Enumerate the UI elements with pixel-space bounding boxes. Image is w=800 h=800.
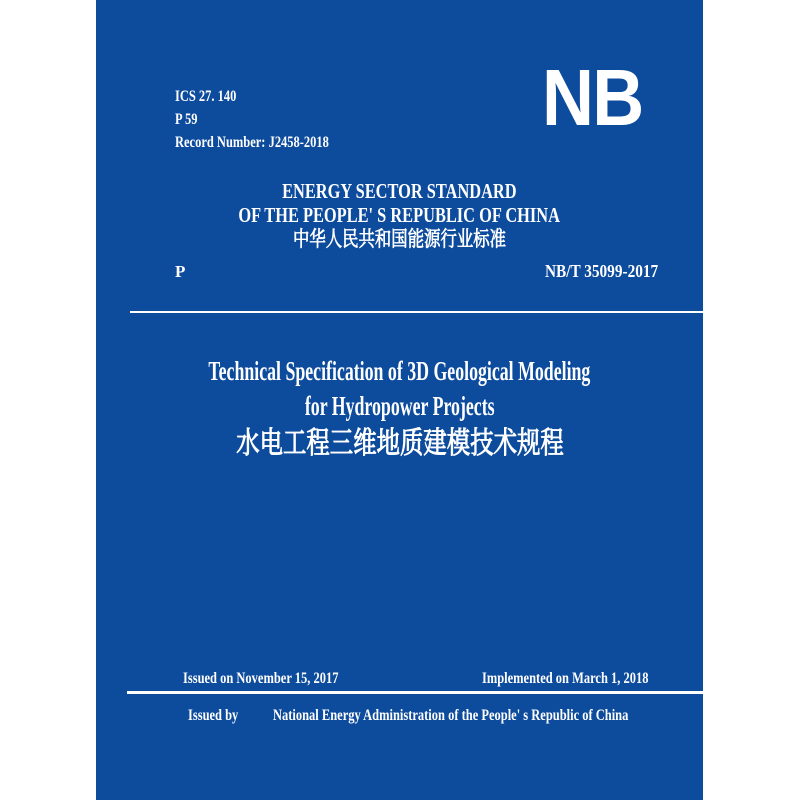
issued-by-label: Issued by: [188, 707, 239, 724]
title-block: [96, 354, 703, 464]
title-english-line2: for Hydropower Projects: [304, 391, 495, 421]
top-divider: [130, 311, 703, 313]
implemented-on-date: Implemented on March 1, 2018: [481, 670, 648, 687]
standard-header-chinese: 中华人民共和国能源行业标准: [293, 228, 506, 251]
doc-number: NB/T 35099-2017: [544, 261, 658, 281]
issued-by-row: [188, 707, 729, 725]
standard-header-line1: ENERGY SECTOR STANDARD: [282, 179, 517, 203]
standard-cover: [96, 0, 703, 800]
title-chinese: 水电工程三维地质建模技术规程: [235, 427, 564, 460]
record-number: Record Number: J2458-2018: [175, 134, 329, 151]
classification-block: [175, 85, 372, 154]
issued-by-value: National Energy Administration of the People' s Republic of China: [273, 707, 629, 724]
standard-header: [96, 179, 703, 252]
issued-on-date: Issued on November 15, 2017: [183, 670, 339, 687]
dates-row: [183, 670, 648, 688]
ics-code: ICS 27. 140: [175, 88, 237, 105]
standard-header-line2: OF THE PEOPLE' S REPUBLIC OF CHINA: [238, 203, 561, 227]
doc-class: P: [175, 262, 186, 281]
nb-logo: NB: [542, 53, 643, 142]
class-code: P 59: [175, 111, 198, 128]
title-english-line1: Technical Specification of 3D Geological Modeling: [208, 356, 591, 386]
doc-identity-row: [175, 261, 658, 282]
bottom-divider: [127, 691, 703, 694]
